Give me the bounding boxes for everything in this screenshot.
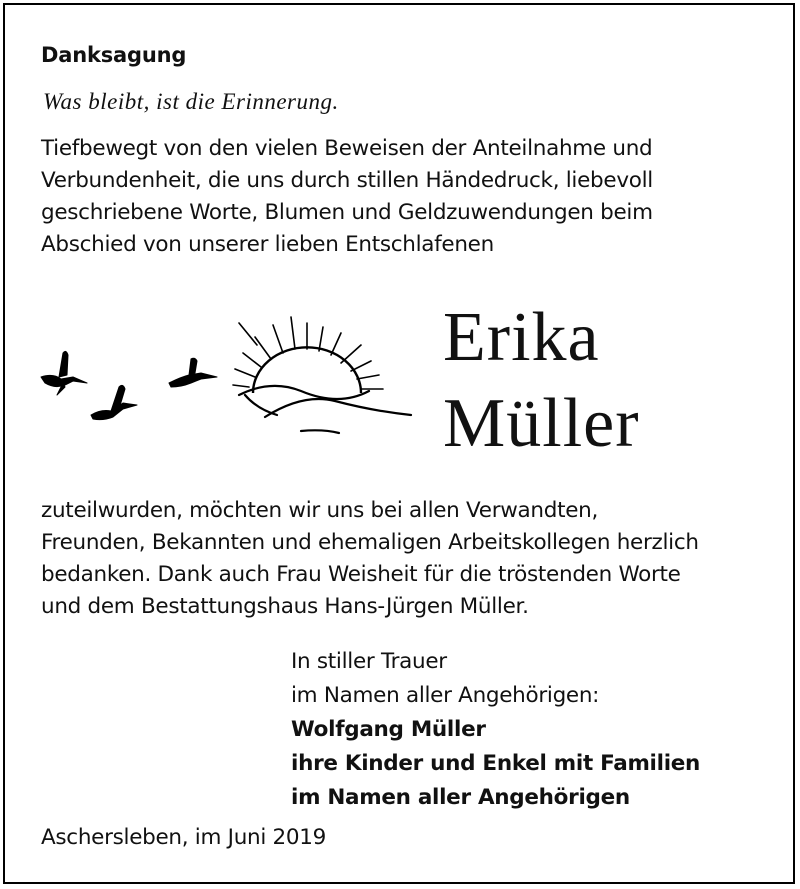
notice-heading: Danksagung bbox=[41, 43, 187, 67]
deceased-last-name: Müller bbox=[443, 385, 640, 462]
signer-name: ihre Kinder und Enkel mit Familien bbox=[291, 751, 701, 776]
thanks-line: Freunden, Bekannten und ehemaligen Arbeitskollegen herzlich bbox=[41, 530, 699, 555]
signer-name: Wolfgang Müller bbox=[291, 717, 486, 742]
notice-motto: Was bleibt, ist die Erinnerung. bbox=[43, 89, 339, 114]
thanks-line: und dem Bestattungshaus Hans-Jürgen Müller. bbox=[41, 594, 529, 619]
deceased-first-name: Erika bbox=[443, 299, 600, 376]
place-and-date: Aschersleben, im Juni 2019 bbox=[41, 825, 327, 850]
thanks-paragraph bbox=[41, 495, 781, 623]
intro-paragraph bbox=[41, 133, 761, 261]
thanks-line: bedanken. Dank auch Frau Weisheit für die tröstenden Worte bbox=[41, 562, 681, 587]
thanks-line: zuteilwurden, möchten wir uns bei allen Verwandten, bbox=[41, 498, 598, 523]
intro-line: geschriebene Worte, Blumen und Geldzuwendungen beim bbox=[41, 200, 653, 225]
signoff-line: In stiller Trauer bbox=[291, 649, 447, 674]
signer-name: im Namen aller Angehörigen bbox=[291, 785, 630, 810]
sunset-with-flying-birds-icon bbox=[39, 311, 429, 451]
obituary-notice bbox=[3, 3, 795, 884]
intro-line: Verbundenheit, die uns durch stillen Händedruck, liebevoll bbox=[41, 168, 653, 193]
intro-line: Tiefbewegt von den vielen Beweisen der Anteilnahme und bbox=[41, 136, 653, 161]
signoff-block bbox=[291, 645, 700, 815]
signoff-line: im Namen aller Angehörigen: bbox=[291, 683, 600, 708]
intro-line: Abschied von unserer lieben Entschlafenen bbox=[41, 232, 494, 257]
